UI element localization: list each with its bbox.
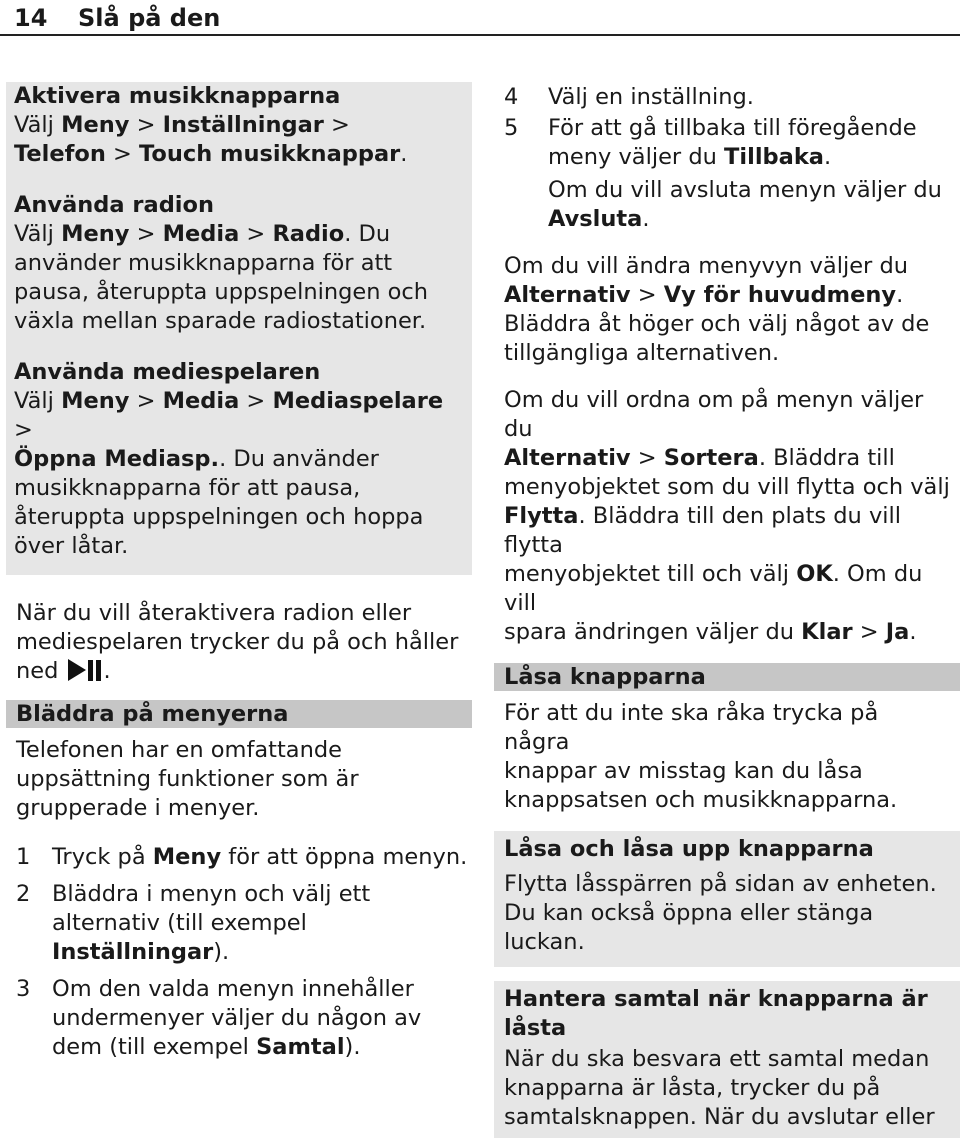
instruction-line: Välj Meny > Media > Radio. Du	[14, 221, 391, 247]
section-lock-unlock-keys	[494, 831, 960, 967]
section-use-radio	[6, 183, 472, 350]
body-line: För att du inte ska råka trycka på några	[504, 700, 879, 755]
page-number: 14	[14, 4, 48, 32]
body-line: över låtar.	[14, 533, 129, 559]
section-title: Hantera samtal när knapparna är	[504, 986, 928, 1012]
body-line: samtalsknappen. När du avslutar eller	[504, 1104, 935, 1130]
body-line: Alternativ > Vy för huvudmeny.	[504, 282, 904, 308]
sort-paragraph	[494, 386, 960, 647]
section-bar-browse-menus: Bläddra på menyerna	[6, 700, 472, 728]
section-title: Använda mediespelaren	[14, 359, 321, 385]
body-line: pausa, återuppta uppspelningen och	[14, 279, 429, 305]
section-use-media-player	[6, 350, 472, 575]
list-item: 4 Välj en inställning.	[504, 84, 754, 110]
step-number: 3	[16, 976, 31, 1002]
step-number: 1	[16, 844, 31, 870]
body-line: knappsatsen och musikknapparna.	[504, 787, 898, 813]
list-item: 2 Bläddra i menyn och välj ett alternativ (till exempel Inställningar).	[16, 881, 371, 965]
step-number: 5	[504, 115, 519, 141]
section-title: Använda radion	[14, 192, 214, 218]
body-line: När du ska besvara ett samtal medan	[504, 1046, 930, 1072]
browse-paragraph	[6, 736, 472, 823]
body-line: Flytta. Bläddra till den plats du vill flytta	[504, 503, 902, 558]
body-line: växla mellan sparade radiostationer.	[14, 308, 427, 334]
instruction-line: Välj Meny > Inställningar >	[14, 112, 350, 138]
body-line: musikknapparna för att pausa,	[14, 475, 361, 501]
body-line: Om du vill ordna om på menyn väljer du	[504, 387, 924, 442]
body-line: Bläddra åt höger och välj något av de	[504, 311, 930, 337]
menu-view-paragraph	[494, 252, 960, 368]
body-line: Du kan också öppna eller stänga luckan.	[504, 900, 874, 955]
body-line: knappar av misstag kan du låsa	[504, 758, 863, 784]
section-title: Aktivera musikknapparna	[14, 83, 341, 109]
right-column	[494, 83, 960, 1138]
section-activate-music-keys	[6, 82, 472, 183]
body-line: Flytta låsspärren på sidan av enheten.	[504, 871, 937, 897]
body-line: Telefonen har en omfattande	[16, 737, 342, 763]
body-line: spara ändringen väljer du Klar > Ja.	[504, 619, 917, 645]
body-line: När du vill återaktivera radion eller	[16, 600, 412, 626]
steps-list	[6, 843, 472, 1062]
lock-paragraph	[494, 699, 960, 815]
body-line: tillgängliga alternativen.	[504, 340, 780, 366]
body-line: grupperade i menyer.	[16, 795, 260, 821]
section-title: låsta	[504, 1015, 567, 1041]
body-line: menyobjektet till och välj OK. Om du vill	[504, 561, 923, 616]
play-pause-icon	[66, 658, 104, 682]
section-bar-lock-keys: Låsa knapparna	[494, 663, 960, 691]
step-number: 4	[504, 84, 519, 110]
instruction-line: Öppna Mediasp.. Du använder	[14, 446, 379, 472]
list-item: 3 Om den valda menyn innehåller undermenyer väljer du någon av dem (till exempel Samtal).	[16, 976, 422, 1060]
page-header	[0, 0, 960, 36]
instruction-line: Telefon > Touch musikknappar.	[14, 141, 408, 167]
list-item: 1 Tryck på Meny för att öppna menyn.	[16, 844, 468, 870]
body-line: mediespelaren trycker du på och håller	[16, 629, 459, 655]
body-line: ned .	[16, 658, 111, 684]
reactivate-paragraph	[6, 599, 472, 686]
steps-list-continued	[494, 83, 960, 234]
body-line: Alternativ > Sortera. Bläddra till	[504, 445, 895, 471]
body-line: uppsättning funktioner som är	[16, 766, 359, 792]
instruction-line: Välj Meny > Media > Mediaspelare >	[14, 388, 444, 443]
left-column	[6, 82, 472, 1062]
section-calls-keys-locked	[494, 981, 960, 1138]
body-line: återuppta uppspelningen och hoppa	[14, 504, 424, 530]
step-number: 2	[16, 881, 31, 907]
page-title: Slå på den	[78, 4, 221, 32]
body-line: menyobjektet som du vill flytta och välj	[504, 474, 950, 500]
body-line: knapparna är låsta, trycker du på	[504, 1075, 881, 1101]
body-line: använder musikknapparna för att	[14, 250, 393, 276]
list-item: 5 För att gå tillbaka till föregående meny väljer du Tillbaka. Om du vill avsluta menyn väljer du Avsluta.	[504, 115, 942, 232]
section-title: Låsa och låsa upp knapparna	[504, 836, 874, 862]
body-line: Om du vill ändra menyvyn väljer du	[504, 253, 908, 279]
